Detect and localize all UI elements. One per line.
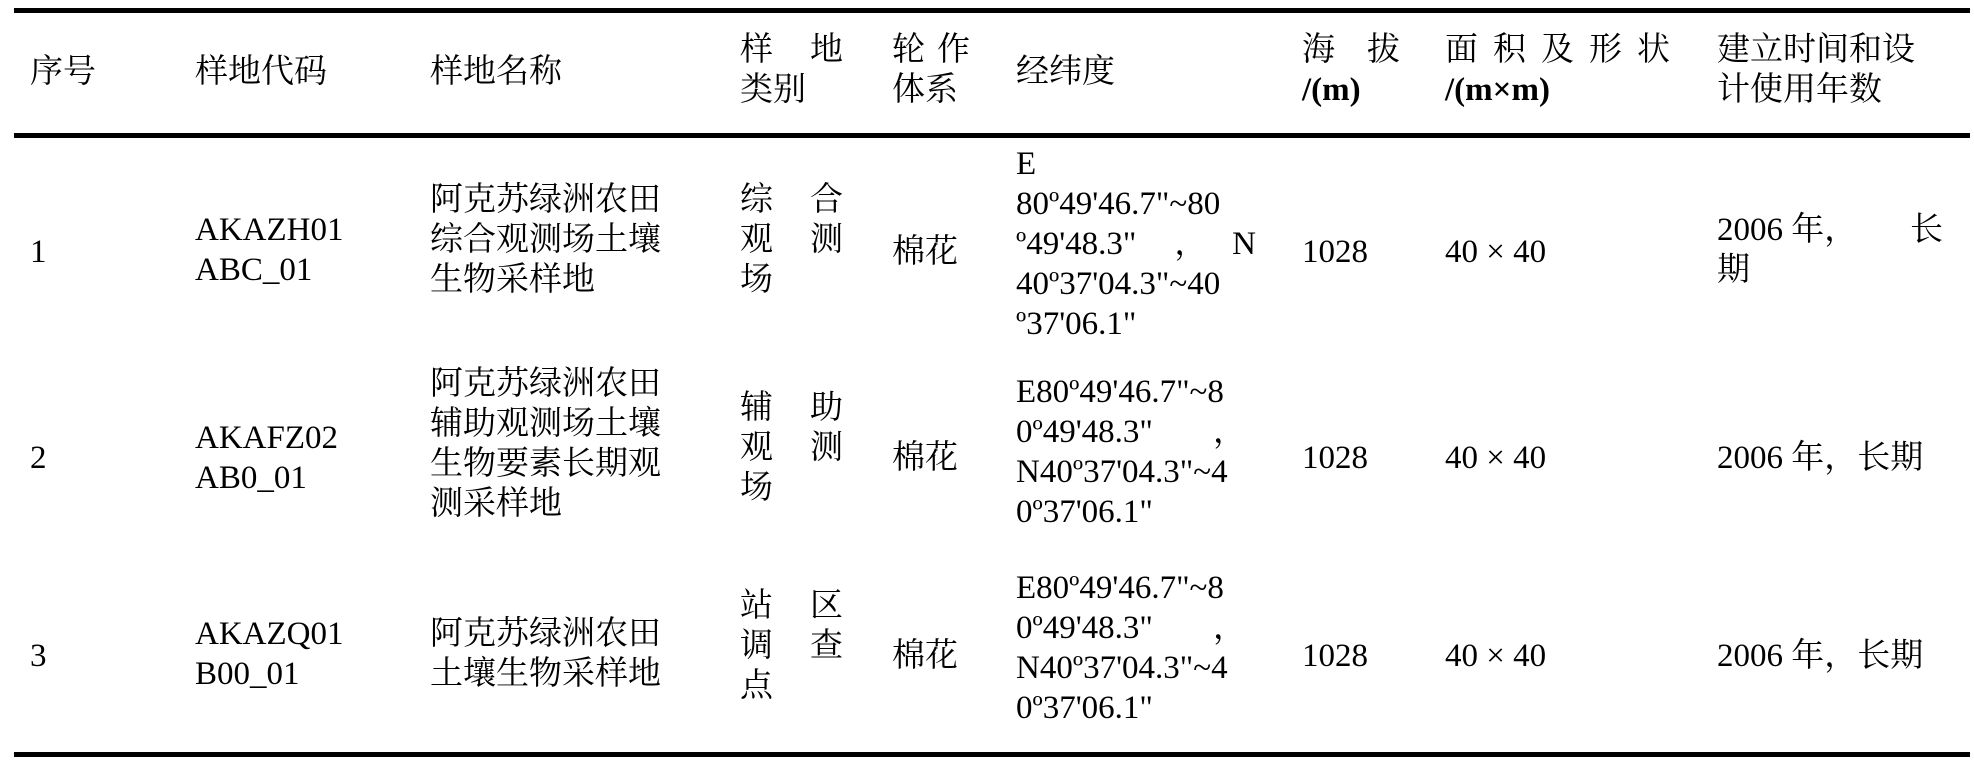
row2-area: 40 × 40 — [1445, 440, 1547, 476]
header-altitude: 海 拔 /(m) — [1302, 32, 1400, 108]
row3-altitude: 1028 — [1302, 638, 1368, 674]
header-established: 建立时间和设 计使用年数 — [1717, 32, 1915, 108]
header-name: 样地名称 — [430, 54, 562, 90]
header-rotation: 轮 作 体系 — [892, 32, 970, 108]
row2-seq: 2 — [30, 440, 47, 476]
row1-established: 2006 年， 长 期 — [1717, 212, 1943, 288]
header-category: 样 地 类别 — [740, 32, 843, 108]
row3-coords: E80º49'46.7"~8 0º49'48.3" ， N40º37'04.3"~4 0º37'06.1" — [1016, 570, 1246, 726]
row2-code: AKAFZ02 AB0_01 — [195, 420, 339, 496]
header-code: 样地代码 — [195, 54, 327, 90]
row1-altitude: 1028 — [1302, 234, 1368, 270]
row3-established: 2006 年，长期 — [1717, 638, 1924, 674]
row1-code: AKAZH01 ABC_01 — [195, 212, 344, 288]
header-coords: 经纬度 — [1016, 54, 1115, 90]
row2-altitude: 1028 — [1302, 440, 1368, 476]
row3-seq: 3 — [30, 638, 47, 674]
row2-coords: E80º49'46.7"~8 0º49'48.3" ， N40º37'04.3"~4 0º37'06.1" — [1016, 374, 1246, 530]
row3-area: 40 × 40 — [1445, 638, 1547, 674]
row2-category: 辅 助 观 测 场 — [740, 390, 843, 506]
row2-rotation: 棉花 — [892, 440, 958, 476]
row1-name: 阿克苏绿洲农田 综合观测场土壤 生物采样地 — [430, 182, 661, 298]
table-top-rule — [14, 8, 1970, 13]
row3-code: AKAZQ01 B00_01 — [195, 616, 344, 692]
row3-name: 阿克苏绿洲农田 土壤生物采样地 — [430, 616, 661, 692]
table-bottom-rule — [14, 752, 1970, 757]
row3-category: 站 区 调 查 点 — [740, 588, 843, 704]
table-header-rule — [14, 133, 1970, 138]
header-area: 面 积 及 形 状 /(m×m) — [1445, 32, 1670, 108]
row3-rotation: 棉花 — [892, 638, 958, 674]
row2-established: 2006 年，长期 — [1717, 440, 1924, 476]
row1-rotation: 棉花 — [892, 234, 958, 270]
row1-area: 40 × 40 — [1445, 234, 1547, 270]
header-seq: 序号 — [30, 54, 96, 90]
row1-coords: E 80º49'46.7"~80 º49'48.3" ， N 40º37'04.3"~40 º37'06.1" — [1016, 146, 1256, 342]
row2-name: 阿克苏绿洲农田 辅助观测场土壤 生物要素长期观 测采样地 — [430, 366, 661, 522]
row1-category: 综 合 观 测 场 — [740, 182, 843, 298]
row1-seq: 1 — [30, 234, 47, 270]
